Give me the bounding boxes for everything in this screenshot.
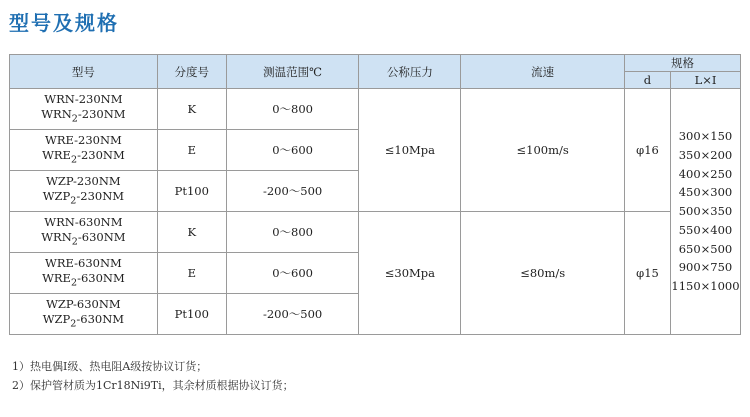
model-subscript: 2: [70, 318, 77, 330]
size-item: 300×150: [678, 129, 733, 144]
header-pressure: 公称压力: [359, 55, 461, 89]
table-cell-model: [10, 89, 158, 130]
size-item: 550×400: [678, 222, 733, 237]
header-range: 测温范围℃: [226, 55, 359, 89]
model-name-alt: $WRN_2-230NM$: [41, 106, 126, 125]
page-title: 型号及规格: [9, 11, 119, 35]
table-cell-division: E: [157, 253, 226, 294]
table-cell-division: K: [157, 212, 226, 253]
size-item: 650×500: [678, 241, 733, 256]
model-name-alt: $WRE_2-630NM$: [42, 270, 125, 289]
table-cell-d: φ16: [625, 89, 671, 212]
table-cell-division: Pt100: [157, 171, 226, 212]
size-item: 400×250: [678, 166, 733, 181]
model-name: WRN-630NM: [44, 214, 123, 229]
header-model: 型号: [10, 55, 158, 89]
table-cell-division: K: [157, 89, 226, 130]
size-item: 900×750: [678, 260, 733, 275]
model-name: WRE-630NM: [45, 255, 122, 270]
table-cell-range: -200～500: [226, 294, 359, 335]
model-name-alt: $WRN_2-630NM$: [41, 229, 126, 248]
model-subscript: 2: [70, 277, 78, 289]
notes: [12, 357, 294, 395]
table-cell-d: φ15: [625, 212, 671, 335]
header-velocity: 流速: [461, 55, 625, 89]
table-cell-model: [10, 253, 158, 294]
table-cell-range: 0～600: [226, 253, 359, 294]
header-lxi: L×I: [670, 72, 740, 89]
table-cell-range: 0～600: [226, 130, 359, 171]
table-cell-range: 0～800: [226, 212, 359, 253]
size-item: 350×200: [678, 148, 733, 163]
table-cell-model: [10, 171, 158, 212]
table-cell-pressure: ≤30Mpa: [359, 212, 461, 335]
table-cell-velocity: ≤80m/s: [461, 212, 625, 335]
note-item: 2）保护管材质为1Cr18Ni9Ti，其余材质根据协议订货；: [12, 379, 294, 392]
table-cell-range: -200～500: [226, 171, 359, 212]
model-subscript: 2: [71, 236, 78, 248]
model-name-alt: $WZP_2-630NM$: [42, 311, 125, 330]
table-cell-division: E: [157, 130, 226, 171]
model-subscript: 2: [70, 154, 78, 166]
header-spec: 规格: [625, 55, 741, 72]
model-name: WRN-230NM: [44, 91, 123, 106]
header-division: 分度号: [157, 55, 226, 89]
size-item: 1150×1000: [671, 278, 740, 293]
model-name: WZP-630NM: [46, 296, 121, 311]
table-cell-sizes: [670, 89, 740, 335]
model-name-alt: $WZP_2-230NM$: [42, 188, 125, 207]
table-cell-pressure: ≤10Mpa: [359, 89, 461, 212]
table-cell-velocity: ≤100m/s: [461, 89, 625, 212]
model-name-alt: $WRE_2-230NM$: [42, 147, 125, 166]
model-name: WZP-230NM: [46, 173, 121, 188]
model-subscript: 2: [70, 195, 77, 207]
table-cell-model: [10, 294, 158, 335]
note-item: 1）热电偶I级、热电阻A级按协议订货；: [12, 360, 208, 373]
model-subscript: 2: [71, 113, 78, 125]
model-name: WRE-230NM: [45, 132, 122, 147]
table-cell-model: [10, 212, 158, 253]
size-item: 450×300: [678, 185, 733, 200]
header-d: d: [625, 72, 671, 89]
table-cell-model: [10, 130, 158, 171]
table-cell-division: Pt100: [157, 294, 226, 335]
size-item: 500×350: [678, 204, 733, 219]
spec-table: [9, 54, 741, 335]
table-cell-range: 0～800: [226, 89, 359, 130]
